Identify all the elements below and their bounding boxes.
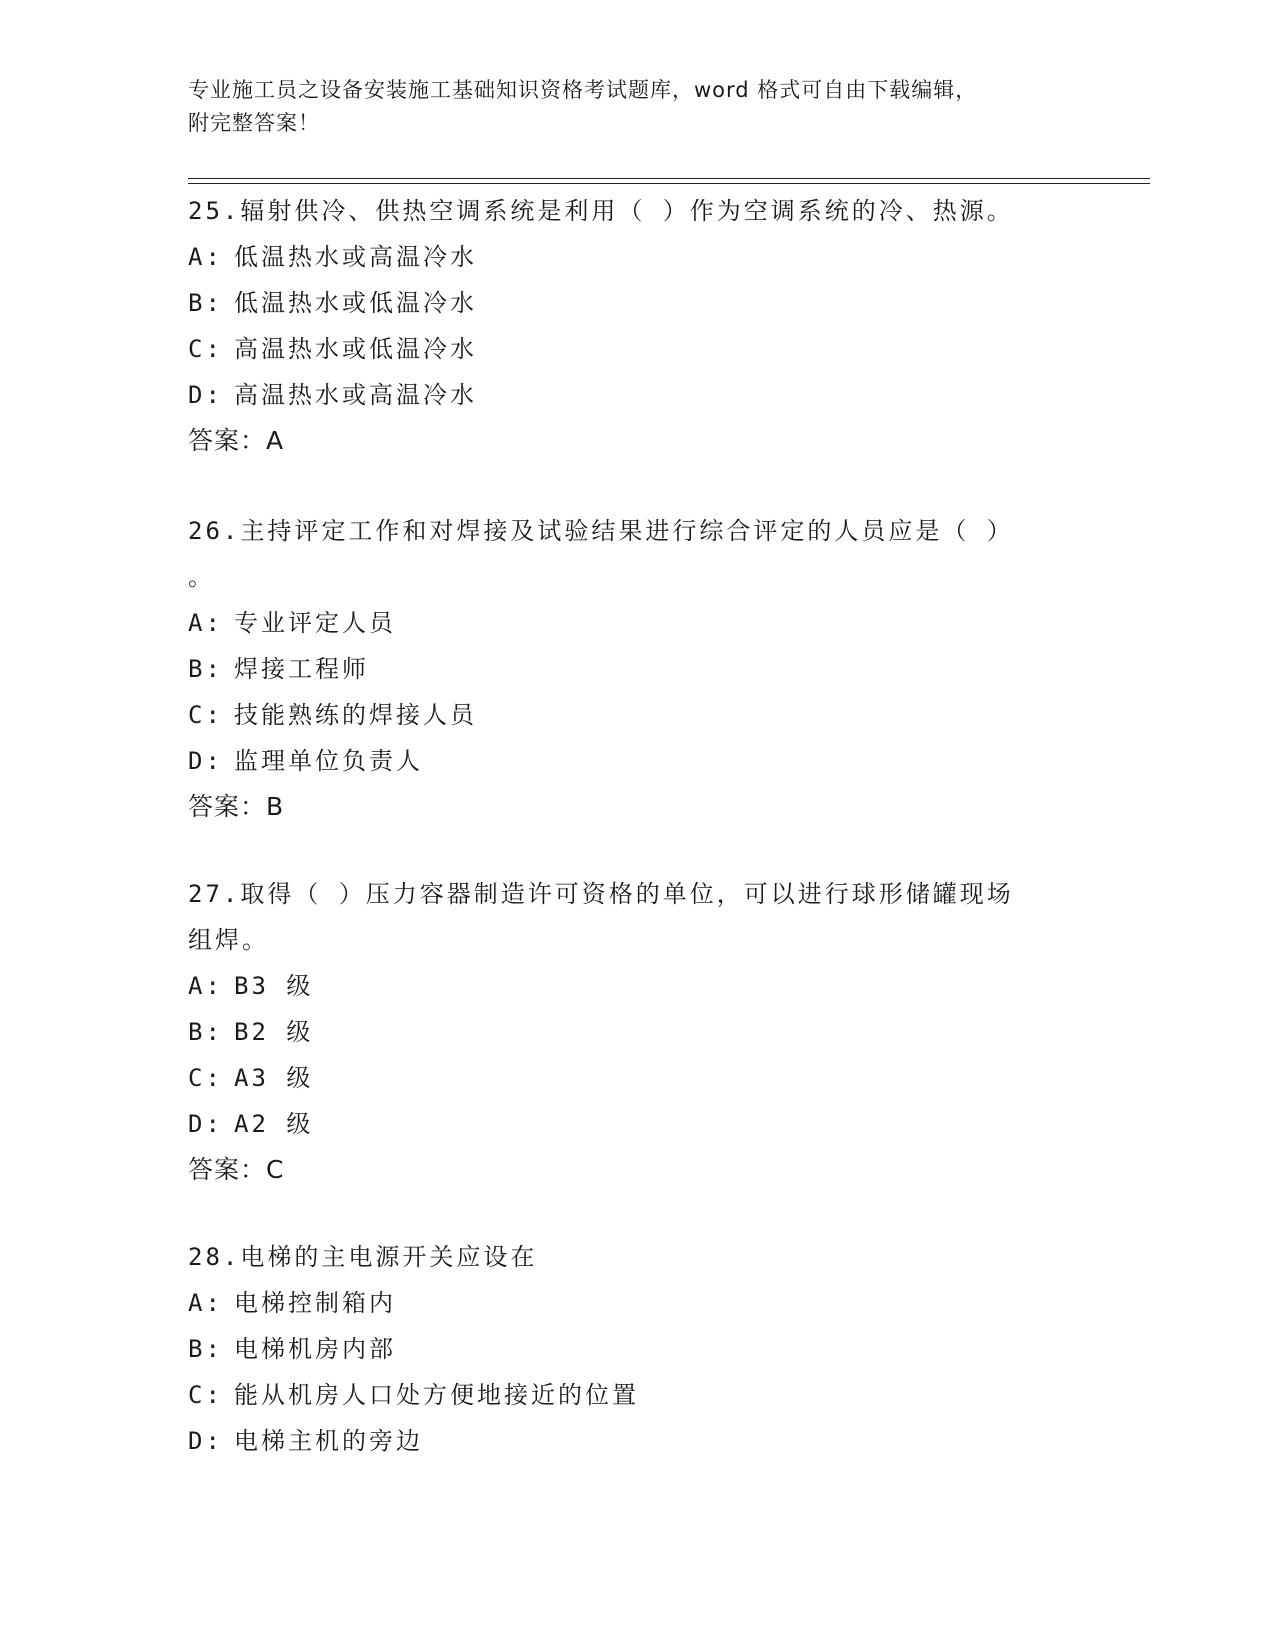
header-divider-top — [188, 178, 1150, 179]
option-c — [188, 326, 1068, 372]
option-letter: D: — [188, 1110, 223, 1138]
option-text: 技能熟练的焊接人员 — [234, 701, 477, 729]
option-letter: A: — [188, 972, 223, 1000]
option-letter: C: — [188, 335, 223, 363]
option-letter: D: — [188, 747, 223, 775]
option-d — [188, 1418, 1068, 1464]
option-text: 高温热水或高温冷水 — [234, 381, 477, 409]
option-letter: C: — [188, 1064, 223, 1092]
option-letter: B: — [188, 289, 223, 317]
option-letter: D: — [188, 381, 223, 409]
question-27 — [188, 871, 1068, 1193]
question-26 — [188, 508, 1068, 830]
question-title: 26.主持评定工作和对焊接及试验结果进行综合评定的人员应是（ ） — [188, 517, 1014, 545]
option-b — [188, 1009, 1068, 1055]
option-a — [188, 1280, 1068, 1326]
option-letter: B: — [188, 1018, 223, 1046]
question-title: 28.电梯的主电源开关应设在 — [188, 1243, 538, 1271]
option-text: 监理单位负责人 — [234, 747, 423, 775]
option-letter: B: — [188, 655, 223, 683]
option-b — [188, 1326, 1068, 1372]
header-divider-bottom — [188, 183, 1150, 184]
option-letter: C: — [188, 701, 223, 729]
option-text: 电梯主机的旁边 — [234, 1427, 423, 1455]
option-text: 电梯机房内部 — [234, 1335, 396, 1363]
question-title-continued: 。 — [188, 563, 215, 591]
option-text: 低温热水或低温冷水 — [234, 289, 477, 317]
option-c — [188, 1372, 1068, 1418]
option-text: 能从机房人口处方便地接近的位置 — [234, 1381, 639, 1409]
answer-line: 答案：B — [188, 792, 285, 821]
option-text: 低温热水或高温冷水 — [234, 243, 477, 271]
option-a — [188, 234, 1068, 280]
option-text: A2 级 — [234, 1110, 314, 1138]
option-d — [188, 738, 1068, 784]
option-text: A3 级 — [234, 1064, 314, 1092]
option-b — [188, 280, 1068, 326]
option-text: B2 级 — [234, 1018, 314, 1046]
option-c — [188, 1055, 1068, 1101]
answer-line: 答案：C — [188, 1155, 285, 1184]
option-text: 电梯控制箱内 — [234, 1289, 396, 1317]
option-d — [188, 372, 1068, 418]
option-letter: A: — [188, 1289, 223, 1317]
document-header — [188, 74, 1088, 140]
option-letter: B: — [188, 1335, 223, 1363]
option-b — [188, 646, 1068, 692]
option-text: 高温热水或低温冷水 — [234, 335, 477, 363]
question-title-continued: 组焊。 — [188, 926, 269, 954]
option-letter: D: — [188, 1427, 223, 1455]
option-c — [188, 692, 1068, 738]
answer-line: 答案：A — [188, 426, 285, 455]
option-text: 焊接工程师 — [234, 655, 369, 683]
option-d — [188, 1101, 1068, 1147]
option-letter: C: — [188, 1381, 223, 1409]
question-28 — [188, 1234, 1068, 1464]
question-title: 25.辐射供冷、供热空调系统是利用（ ）作为空调系统的冷、热源。 — [188, 197, 1014, 225]
question-title: 27.取得（ ）压力容器制造许可资格的单位，可以进行球形储罐现场 — [188, 880, 1014, 908]
option-a — [188, 963, 1068, 1009]
question-25 — [188, 188, 1068, 464]
option-text: 专业评定人员 — [234, 609, 396, 637]
option-letter: A: — [188, 243, 223, 271]
header-line-1: 专业施工员之设备安装施工基础知识资格考试题库，word 格式可自由下载编辑， — [188, 78, 978, 102]
option-text: B3 级 — [234, 972, 314, 1000]
option-a — [188, 600, 1068, 646]
header-line-2: 附完整答案！ — [188, 111, 320, 135]
option-letter: A: — [188, 609, 223, 637]
